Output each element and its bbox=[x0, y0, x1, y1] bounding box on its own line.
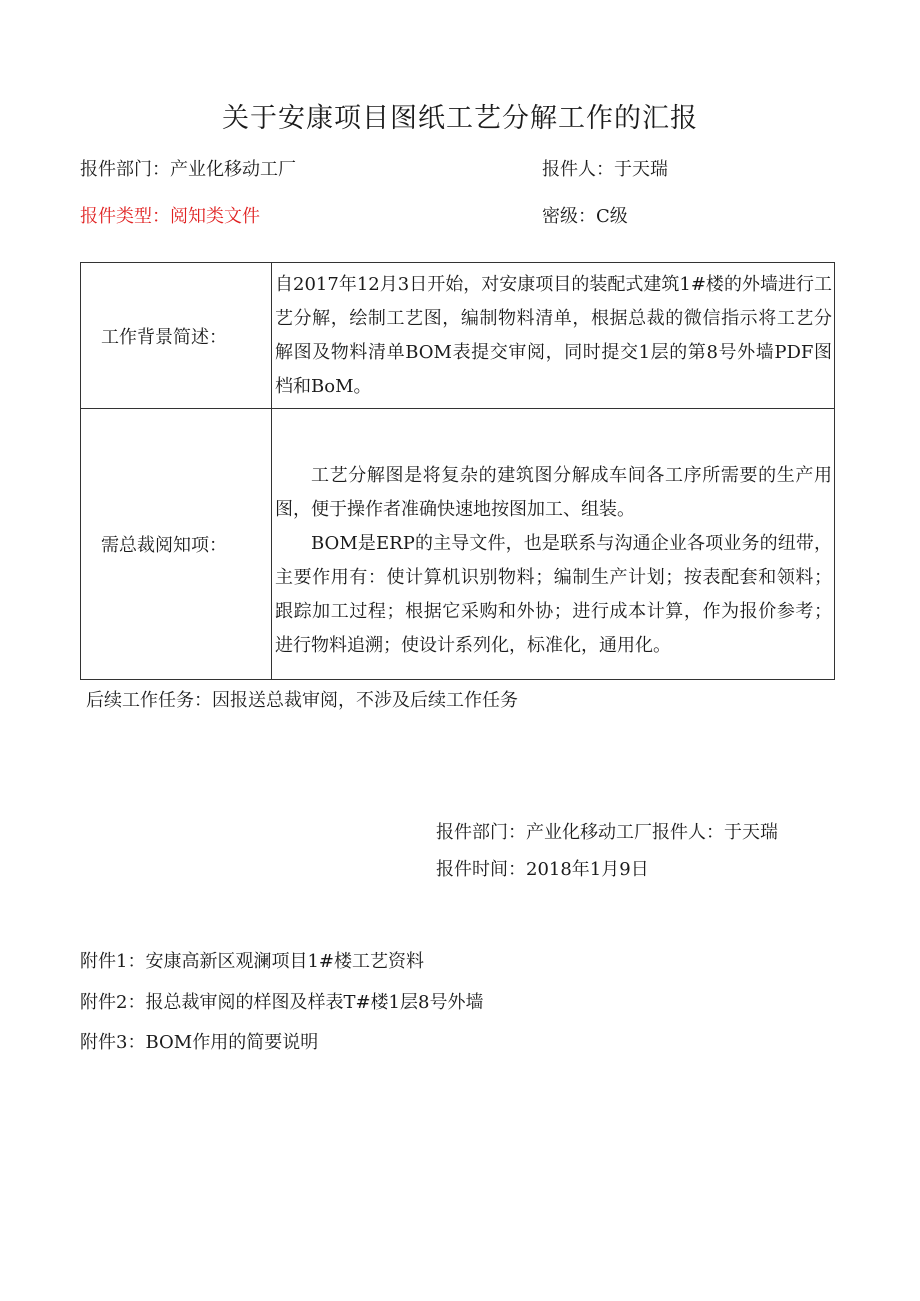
review-content bbox=[272, 409, 835, 680]
follow-up-tasks: 后续工作任务：因报送总裁审阅，不涉及后续工作任务 bbox=[86, 690, 518, 711]
table-row-background bbox=[81, 263, 835, 409]
report-type: 报件类型：阅知类文件 bbox=[80, 206, 260, 227]
background-content bbox=[272, 263, 835, 409]
review-paragraph-2: BOM是ERP的主导文件，也是联系与沟通企业各项业务的纽带，主要作用有：使计算机识别物料；编制生产计划；按表配套和领料；跟踪加工过程；根据它采购和外协；进行成本计算，作为报价参考；进行物料追溯；使设计系列化，标准化，通用化。 bbox=[275, 533, 832, 656]
secrecy-level: 密级：C级 bbox=[542, 206, 628, 227]
attachment-1: 附件1：安康高新区观澜项目1#楼工艺资料 bbox=[80, 951, 424, 972]
report-department: 报件部门：产业化移动工厂 bbox=[80, 159, 296, 180]
document-title: 关于安康项目图纸工艺分解工作的汇报 bbox=[222, 103, 698, 134]
reporter: 报件人：于天瑞 bbox=[542, 159, 668, 180]
review-label: 需总裁阅知项： bbox=[81, 409, 272, 680]
table-row-review bbox=[81, 409, 835, 680]
background-text: 自2017年12月3日开始，对安康项目的装配式建筑1#楼的外墙进行工艺分解，绘制工艺图，编制物料清单，根据总裁的微信指示将工艺分解图及物料清单BOM表提交审阅，同时提交1层的第8号外墙PDF图档和BoM。 bbox=[275, 273, 832, 397]
attachment-2: 附件2：报总裁审阅的样图及样表T#楼1层8号外墙 bbox=[80, 992, 484, 1013]
signature-time: 报件时间：2018年1月9日 bbox=[436, 859, 649, 880]
signature-department-reporter: 报件部门：产业化移动工厂报件人：于天瑞 bbox=[436, 822, 778, 843]
attachment-3: 附件3：BOM作用的简要说明 bbox=[80, 1032, 319, 1053]
background-label: 工作背景简述： bbox=[81, 263, 272, 409]
report-table bbox=[80, 262, 835, 680]
review-paragraph-1: 工艺分解图是将复杂的建筑图分解成车间各工序所需要的生产用图，便于操作者准确快速地按图加工、组装。 bbox=[275, 465, 832, 520]
